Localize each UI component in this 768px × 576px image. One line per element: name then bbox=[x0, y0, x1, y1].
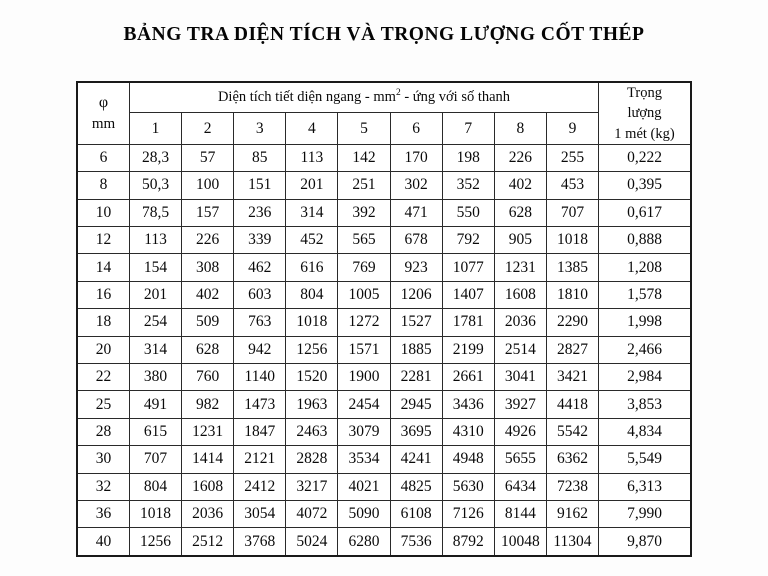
cell-area-9-bars: 2290 bbox=[546, 309, 598, 336]
cell-area-2-bars: 1414 bbox=[182, 446, 234, 473]
cell-area-7-bars: 8792 bbox=[442, 528, 494, 556]
cell-area-7-bars: 1077 bbox=[442, 254, 494, 281]
cell-diameter: 25 bbox=[77, 391, 130, 418]
cell-area-4-bars: 452 bbox=[286, 227, 338, 254]
table-row bbox=[77, 199, 691, 226]
cell-area-1-bars: 201 bbox=[130, 281, 182, 308]
cell-area-8-bars: 3927 bbox=[494, 391, 546, 418]
table-row bbox=[77, 254, 691, 281]
cell-area-3-bars: 151 bbox=[234, 172, 286, 199]
cell-area-4-bars: 804 bbox=[286, 281, 338, 308]
cell-diameter: 8 bbox=[77, 172, 130, 199]
cell-area-9-bars: 453 bbox=[546, 172, 598, 199]
header-area-prefix: Diện tích tiết diện ngang - mm bbox=[217, 89, 396, 106]
cell-area-5-bars: 769 bbox=[338, 254, 390, 281]
cell-area-6-bars: 2945 bbox=[390, 391, 442, 418]
cell-area-5-bars: 2454 bbox=[338, 391, 390, 418]
cell-area-4-bars: 2463 bbox=[286, 418, 338, 445]
cell-area-2-bars: 402 bbox=[182, 281, 234, 308]
cell-area-8-bars: 1231 bbox=[494, 254, 546, 281]
cell-weight-per-meter: 0,222 bbox=[599, 144, 692, 171]
header-weight-line3: 1 mét (kg) bbox=[614, 125, 675, 142]
cell-area-7-bars: 5630 bbox=[442, 473, 494, 500]
cell-area-2-bars: 57 bbox=[182, 144, 234, 171]
cell-diameter: 10 bbox=[77, 199, 130, 226]
cell-area-5-bars: 5090 bbox=[338, 500, 390, 527]
cell-area-2-bars: 1608 bbox=[182, 473, 234, 500]
cell-area-8-bars: 3041 bbox=[494, 364, 546, 391]
cell-weight-per-meter: 3,853 bbox=[599, 391, 692, 418]
cell-diameter: 36 bbox=[77, 500, 130, 527]
cell-area-8-bars: 6434 bbox=[494, 473, 546, 500]
cell-area-1-bars: 380 bbox=[130, 364, 182, 391]
cell-area-4-bars: 1520 bbox=[286, 364, 338, 391]
cell-weight-per-meter: 0,617 bbox=[599, 199, 692, 226]
cell-area-6-bars: 471 bbox=[390, 199, 442, 226]
cell-weight-per-meter: 1,998 bbox=[599, 309, 692, 336]
cell-weight-per-meter: 6,313 bbox=[599, 473, 692, 500]
table-row bbox=[77, 500, 691, 527]
cell-area-7-bars: 198 bbox=[442, 144, 494, 171]
cell-diameter: 18 bbox=[77, 309, 130, 336]
header-bar-count-3: 3 bbox=[234, 113, 286, 144]
cell-area-6-bars: 1885 bbox=[390, 336, 442, 363]
cell-area-8-bars: 8144 bbox=[494, 500, 546, 527]
cell-area-5-bars: 1571 bbox=[338, 336, 390, 363]
cell-area-4-bars: 201 bbox=[286, 172, 338, 199]
cell-area-4-bars: 4072 bbox=[286, 500, 338, 527]
cell-area-7-bars: 4310 bbox=[442, 418, 494, 445]
table-row bbox=[77, 336, 691, 363]
cell-area-8-bars: 2036 bbox=[494, 309, 546, 336]
cell-area-1-bars: 28,3 bbox=[130, 144, 182, 171]
cell-area-9-bars: 6362 bbox=[546, 446, 598, 473]
cell-weight-per-meter: 2,984 bbox=[599, 364, 692, 391]
header-bar-count-4: 4 bbox=[286, 113, 338, 144]
cell-area-1-bars: 1256 bbox=[130, 528, 182, 556]
cell-area-9-bars: 9162 bbox=[546, 500, 598, 527]
cell-area-9-bars: 1018 bbox=[546, 227, 598, 254]
cell-area-2-bars: 760 bbox=[182, 364, 234, 391]
cell-area-8-bars: 2514 bbox=[494, 336, 546, 363]
cell-area-5-bars: 1005 bbox=[338, 281, 390, 308]
cell-area-4-bars: 3217 bbox=[286, 473, 338, 500]
cell-area-5-bars: 6280 bbox=[338, 528, 390, 556]
cell-area-9-bars: 1385 bbox=[546, 254, 598, 281]
cell-area-6-bars: 6108 bbox=[390, 500, 442, 527]
cell-area-5-bars: 4021 bbox=[338, 473, 390, 500]
cell-area-9-bars: 2827 bbox=[546, 336, 598, 363]
cell-area-1-bars: 50,3 bbox=[130, 172, 182, 199]
cell-area-4-bars: 2828 bbox=[286, 446, 338, 473]
cell-area-3-bars: 2412 bbox=[234, 473, 286, 500]
header-weight-line1: Trọng bbox=[627, 85, 662, 101]
cell-area-9-bars: 11304 bbox=[546, 528, 598, 556]
header-weight-line2: lượng bbox=[627, 105, 662, 122]
cell-area-5-bars: 3534 bbox=[338, 446, 390, 473]
table-row bbox=[77, 144, 691, 171]
cell-area-8-bars: 4926 bbox=[494, 418, 546, 445]
header-area-superscript: 2 bbox=[395, 88, 401, 99]
cell-area-2-bars: 100 bbox=[182, 172, 234, 199]
cell-area-7-bars: 2199 bbox=[442, 336, 494, 363]
cell-area-4-bars: 1963 bbox=[286, 391, 338, 418]
cell-area-8-bars: 402 bbox=[494, 172, 546, 199]
cell-area-7-bars: 352 bbox=[442, 172, 494, 199]
cell-area-7-bars: 1407 bbox=[442, 281, 494, 308]
table-row bbox=[77, 281, 691, 308]
cell-area-6-bars: 7536 bbox=[390, 528, 442, 556]
cell-area-3-bars: 3054 bbox=[234, 500, 286, 527]
table-row bbox=[77, 227, 691, 254]
cell-area-5-bars: 392 bbox=[338, 199, 390, 226]
cell-diameter: 14 bbox=[77, 254, 130, 281]
cell-diameter: 40 bbox=[77, 528, 130, 556]
cell-area-8-bars: 5655 bbox=[494, 446, 546, 473]
cell-area-3-bars: 85 bbox=[234, 144, 286, 171]
cell-area-9-bars: 7238 bbox=[546, 473, 598, 500]
header-area-suffix: - ứng với số thanh bbox=[400, 89, 511, 106]
table-row bbox=[77, 172, 691, 199]
cell-area-3-bars: 603 bbox=[234, 281, 286, 308]
cell-area-1-bars: 113 bbox=[130, 227, 182, 254]
cell-area-2-bars: 982 bbox=[182, 391, 234, 418]
cell-area-1-bars: 314 bbox=[130, 336, 182, 363]
table-row bbox=[77, 309, 691, 336]
cell-area-6-bars: 4241 bbox=[390, 446, 442, 473]
cell-area-3-bars: 339 bbox=[234, 227, 286, 254]
cell-area-2-bars: 1231 bbox=[182, 418, 234, 445]
cell-area-9-bars: 707 bbox=[546, 199, 598, 226]
table-row bbox=[77, 418, 691, 445]
cell-weight-per-meter: 2,466 bbox=[599, 336, 692, 363]
table-header bbox=[77, 82, 691, 144]
page-title: BẢNG TRA DIỆN TÍCH VÀ TRỌNG LƯỢNG CỐT THÉP bbox=[123, 24, 645, 45]
cell-area-1-bars: 1018 bbox=[130, 500, 182, 527]
cell-area-7-bars: 4948 bbox=[442, 446, 494, 473]
table-row bbox=[77, 364, 691, 391]
cell-area-2-bars: 226 bbox=[182, 227, 234, 254]
cell-weight-per-meter: 1,208 bbox=[599, 254, 692, 281]
cell-area-3-bars: 1140 bbox=[234, 364, 286, 391]
table-row bbox=[77, 473, 691, 500]
cell-area-9-bars: 1810 bbox=[546, 281, 598, 308]
cell-diameter: 12 bbox=[77, 227, 130, 254]
cell-area-1-bars: 707 bbox=[130, 446, 182, 473]
cell-area-6-bars: 170 bbox=[390, 144, 442, 171]
cell-area-5-bars: 565 bbox=[338, 227, 390, 254]
cell-area-2-bars: 509 bbox=[182, 309, 234, 336]
header-bar-count-5: 5 bbox=[338, 113, 390, 144]
cell-area-5-bars: 142 bbox=[338, 144, 390, 171]
table-header-row-top bbox=[77, 82, 691, 113]
cell-area-6-bars: 2281 bbox=[390, 364, 442, 391]
cell-area-6-bars: 4825 bbox=[390, 473, 442, 500]
cell-area-5-bars: 1900 bbox=[338, 364, 390, 391]
header-weight-per-meter bbox=[599, 82, 692, 144]
cell-area-7-bars: 2661 bbox=[442, 364, 494, 391]
cell-area-6-bars: 678 bbox=[390, 227, 442, 254]
cell-area-3-bars: 1847 bbox=[234, 418, 286, 445]
cell-area-4-bars: 113 bbox=[286, 144, 338, 171]
cell-area-2-bars: 2036 bbox=[182, 500, 234, 527]
cell-area-4-bars: 314 bbox=[286, 199, 338, 226]
cell-area-4-bars: 1256 bbox=[286, 336, 338, 363]
cell-area-7-bars: 1781 bbox=[442, 309, 494, 336]
header-diameter-symbol: φ bbox=[98, 93, 109, 111]
header-diameter-unit: mm bbox=[91, 116, 116, 133]
cell-area-2-bars: 308 bbox=[182, 254, 234, 281]
cell-area-7-bars: 3436 bbox=[442, 391, 494, 418]
cell-area-7-bars: 7126 bbox=[442, 500, 494, 527]
cell-diameter: 20 bbox=[77, 336, 130, 363]
header-bar-count-1: 1 bbox=[130, 113, 182, 144]
cell-area-1-bars: 254 bbox=[130, 309, 182, 336]
cell-area-3-bars: 2121 bbox=[234, 446, 286, 473]
cell-area-6-bars: 302 bbox=[390, 172, 442, 199]
cell-area-7-bars: 550 bbox=[442, 199, 494, 226]
cell-area-1-bars: 615 bbox=[130, 418, 182, 445]
cell-area-6-bars: 1206 bbox=[390, 281, 442, 308]
cell-area-3-bars: 462 bbox=[234, 254, 286, 281]
cell-area-6-bars: 1527 bbox=[390, 309, 442, 336]
cell-area-5-bars: 3079 bbox=[338, 418, 390, 445]
cell-area-6-bars: 3695 bbox=[390, 418, 442, 445]
table-row bbox=[77, 528, 691, 556]
cell-weight-per-meter: 0,888 bbox=[599, 227, 692, 254]
cell-area-8-bars: 905 bbox=[494, 227, 546, 254]
cell-weight-per-meter: 7,990 bbox=[599, 500, 692, 527]
cell-weight-per-meter: 5,549 bbox=[599, 446, 692, 473]
cell-diameter: 16 bbox=[77, 281, 130, 308]
cell-area-7-bars: 792 bbox=[442, 227, 494, 254]
cell-area-8-bars: 628 bbox=[494, 199, 546, 226]
cell-area-5-bars: 1272 bbox=[338, 309, 390, 336]
cell-weight-per-meter: 1,578 bbox=[599, 281, 692, 308]
header-bar-count-6: 6 bbox=[390, 113, 442, 144]
cell-area-9-bars: 4418 bbox=[546, 391, 598, 418]
cell-area-4-bars: 1018 bbox=[286, 309, 338, 336]
cell-area-3-bars: 763 bbox=[234, 309, 286, 336]
cell-area-2-bars: 628 bbox=[182, 336, 234, 363]
cell-area-8-bars: 1608 bbox=[494, 281, 546, 308]
cell-area-6-bars: 923 bbox=[390, 254, 442, 281]
cell-area-2-bars: 157 bbox=[182, 199, 234, 226]
cell-area-9-bars: 5542 bbox=[546, 418, 598, 445]
cell-area-9-bars: 255 bbox=[546, 144, 598, 171]
header-bar-count-9: 9 bbox=[546, 113, 598, 144]
cell-diameter: 6 bbox=[77, 144, 130, 171]
cell-area-1-bars: 804 bbox=[130, 473, 182, 500]
cell-area-3-bars: 3768 bbox=[234, 528, 286, 556]
cell-area-4-bars: 616 bbox=[286, 254, 338, 281]
cell-area-3-bars: 942 bbox=[234, 336, 286, 363]
cell-area-9-bars: 3421 bbox=[546, 364, 598, 391]
cell-area-1-bars: 154 bbox=[130, 254, 182, 281]
cell-weight-per-meter: 4,834 bbox=[599, 418, 692, 445]
cell-diameter: 28 bbox=[77, 418, 130, 445]
header-cross-section-area bbox=[130, 82, 599, 113]
header-diameter bbox=[77, 82, 130, 144]
table-row bbox=[77, 391, 691, 418]
cell-area-3-bars: 1473 bbox=[234, 391, 286, 418]
header-bar-count-7: 7 bbox=[442, 113, 494, 144]
cell-diameter: 22 bbox=[77, 364, 130, 391]
cell-area-5-bars: 251 bbox=[338, 172, 390, 199]
table-row bbox=[77, 446, 691, 473]
table-body bbox=[77, 144, 691, 555]
cell-area-1-bars: 491 bbox=[130, 391, 182, 418]
cell-diameter: 32 bbox=[77, 473, 130, 500]
cell-weight-per-meter: 0,395 bbox=[599, 172, 692, 199]
header-bar-count-8: 8 bbox=[494, 113, 546, 144]
cell-diameter: 30 bbox=[77, 446, 130, 473]
header-bar-count-2: 2 bbox=[182, 113, 234, 144]
cell-area-8-bars: 10048 bbox=[494, 528, 546, 556]
cell-area-4-bars: 5024 bbox=[286, 528, 338, 556]
cell-area-3-bars: 236 bbox=[234, 199, 286, 226]
cell-area-2-bars: 2512 bbox=[182, 528, 234, 556]
rebar-area-weight-table-container bbox=[76, 81, 692, 550]
rebar-area-weight-table bbox=[76, 81, 692, 557]
cell-area-8-bars: 226 bbox=[494, 144, 546, 171]
cell-weight-per-meter: 9,870 bbox=[599, 528, 692, 556]
cell-area-1-bars: 78,5 bbox=[130, 199, 182, 226]
